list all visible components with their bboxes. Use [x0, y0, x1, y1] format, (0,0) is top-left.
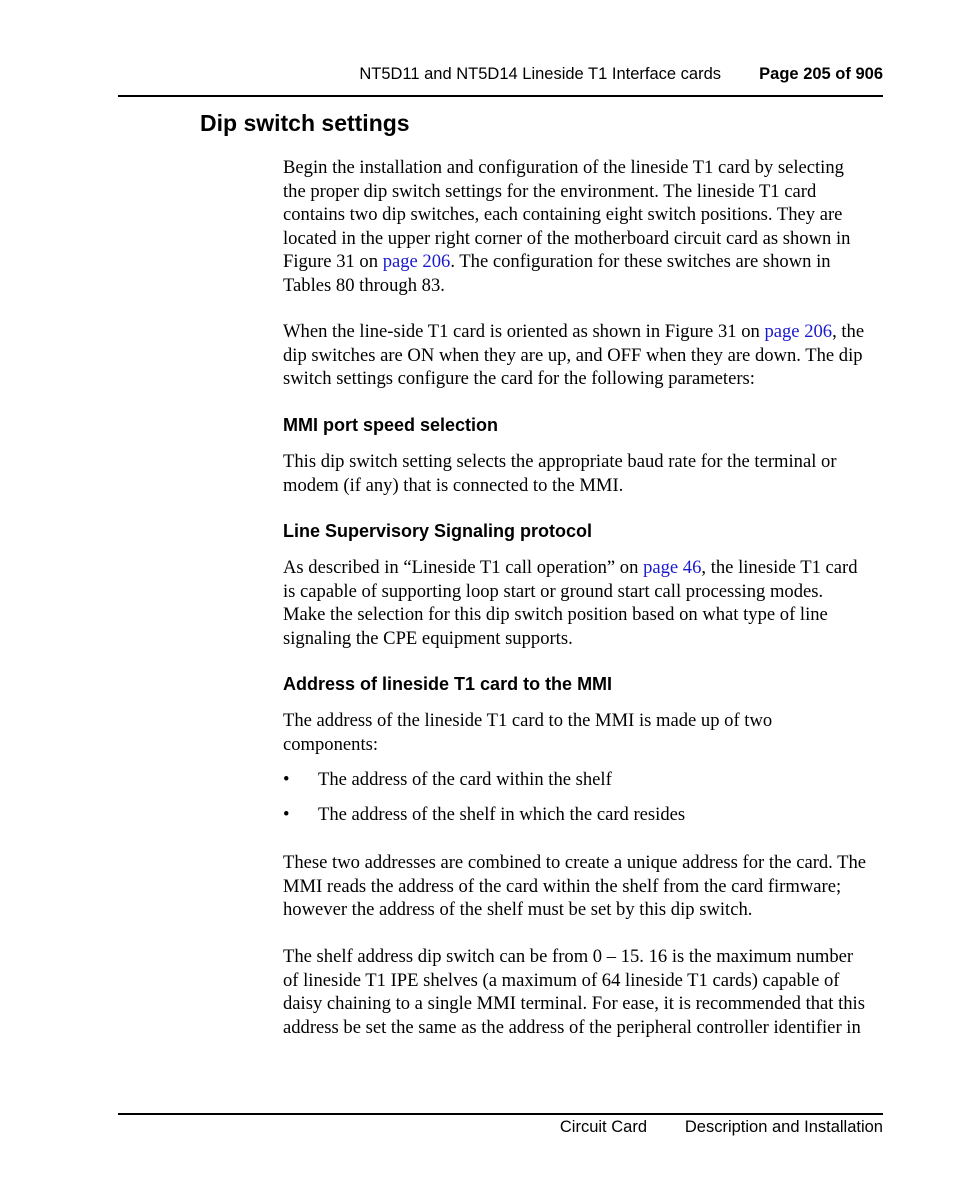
- bullet-icon: •: [283, 769, 290, 790]
- text-line: The address of the lineside T1 card to the MMI is made up of two: [283, 710, 773, 731]
- text-line: Tables 80 through 83.: [283, 274, 445, 296]
- page-number: Page 205 of 906: [759, 65, 883, 83]
- text-line: Begin the installation and configuration of the lineside T1 card by selecting: [283, 157, 844, 178]
- shelf-address-paragraph: [283, 945, 883, 1039]
- text-fragment: , the lineside T1 card: [701, 557, 858, 578]
- text-line: This dip switch setting selects the appropriate baud rate for the terminal or: [283, 451, 837, 472]
- subheading-mmi-port-speed: MMI port speed selection: [283, 415, 499, 435]
- text-line: contains two dip switches, each containing eight switch positions. They are: [283, 204, 843, 225]
- address-paragraph: [283, 709, 883, 756]
- text-line: located in the upper right corner of the motherboard circuit card as shown in: [283, 227, 851, 249]
- footer-right-text: Description and Installation: [684, 1118, 883, 1136]
- subheading-line-supervisory: Line Supervisory Signaling protocol: [283, 521, 593, 541]
- page-46-link[interactable]: page 46: [643, 557, 702, 578]
- text-line: MMI reads the address of the card within the shelf from the card firmware;: [283, 875, 842, 897]
- subheading-address: Address of lineside T1 card to the MMI: [283, 674, 613, 694]
- text-line: [283, 556, 883, 580]
- text-fragment: , the: [832, 321, 865, 342]
- text-line: however the address of the shelf must be set by this dip switch.: [283, 899, 753, 920]
- text-line: The shelf address dip switch can be from 0 – 15. 16 is the maximum number: [283, 946, 854, 967]
- text-line: dip switches are ON when they are up, and OFF when they are down. The dip: [283, 344, 863, 366]
- document-title: NT5D11 and NT5D14 Lineside T1 Interface cards: [359, 65, 721, 83]
- header-rule: [118, 95, 883, 97]
- text-line: daisy chaining to a single MMI terminal. For ease, it is recommended that this: [283, 993, 865, 1014]
- page-206-link[interactable]: page 206: [382, 251, 451, 272]
- orientation-paragraph: [283, 320, 883, 391]
- page-footer: [118, 1118, 883, 1140]
- text-line: modem (if any) that is connected to the MMI.: [283, 474, 624, 496]
- text-line: switch settings configure the card for the following parameters:: [283, 368, 755, 389]
- section-title: Dip switch settings: [200, 110, 410, 136]
- text-line: [283, 320, 883, 344]
- text-fragment: As described in “Lineside T1 call operation” on: [283, 557, 644, 578]
- list-item-text: The address of the shelf in which the card resides: [318, 804, 686, 825]
- mmi-port-speed-paragraph: [283, 450, 883, 497]
- text-line: Make the selection for this dip switch position based on what type of line: [283, 604, 828, 625]
- text-line: These two addresses are combined to create a unique address for the card. The: [283, 852, 867, 873]
- line-supervisory-paragraph: [283, 556, 883, 650]
- text-fragment: Figure 31 on: [283, 251, 383, 272]
- footer-left-text: Circuit Card: [559, 1118, 647, 1136]
- list-item-text: The address of the card within the shelf: [318, 769, 612, 790]
- bullet-icon: •: [283, 804, 290, 825]
- text-line: components:: [283, 733, 379, 755]
- page-206-link[interactable]: page 206: [764, 321, 833, 342]
- intro-paragraph: [283, 156, 883, 297]
- page-header: [118, 65, 883, 87]
- text-line: of lineside T1 IPE shelves (a maximum of 64 lineside T1 cards) capable of: [283, 969, 840, 991]
- text-line: the proper dip switch settings for the environment. The lineside T1 card: [283, 180, 817, 202]
- text-line: signaling the CPE equipment supports.: [283, 627, 573, 649]
- text-line: is capable of supporting loop start or ground start call processing modes.: [283, 580, 824, 602]
- text-fragment: When the line-side T1 card is oriented as shown in Figure 31 on: [283, 321, 765, 342]
- text-fragment: . The configuration for these switches are shown in: [450, 251, 831, 272]
- footer-rule: [118, 1113, 883, 1115]
- text-line: [283, 250, 883, 274]
- text-line: address be set the same as the address of the peripheral controller identifier in: [283, 1016, 861, 1038]
- combined-address-paragraph: [283, 851, 883, 922]
